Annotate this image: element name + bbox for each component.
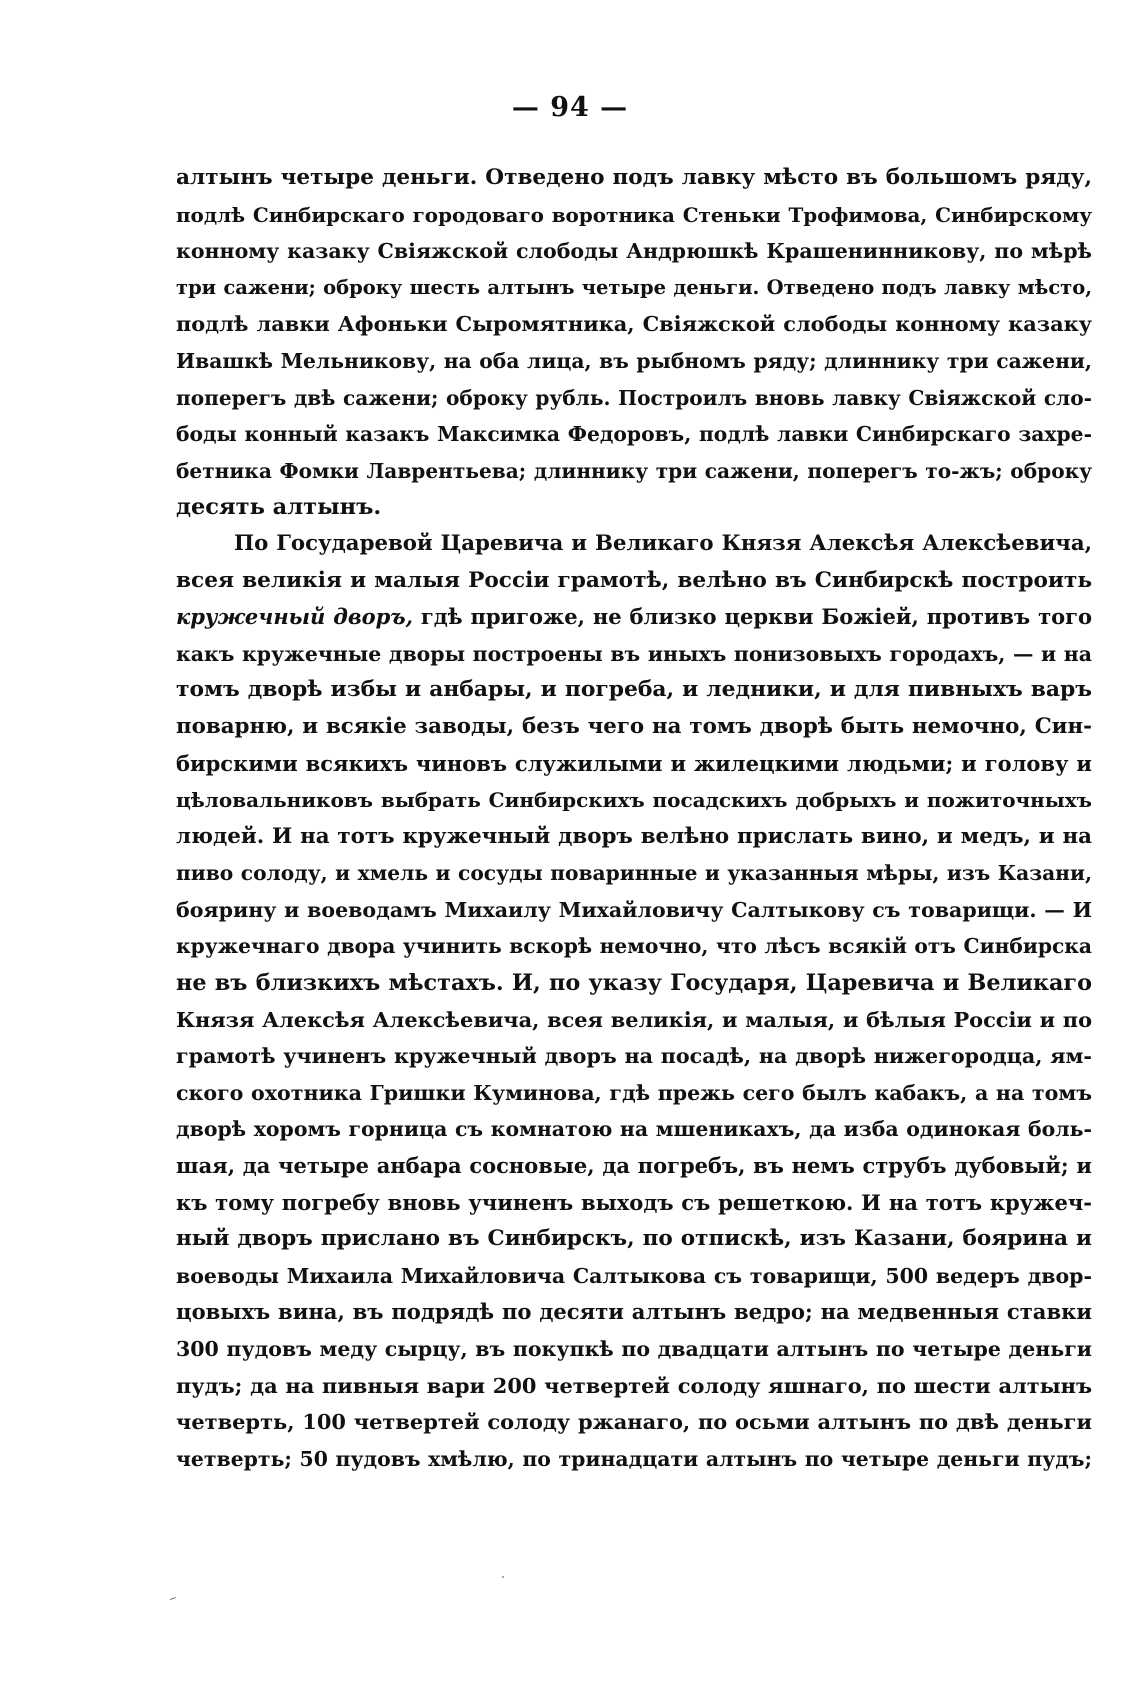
text-line: ный дворъ прислано въ Синбирскъ, по отпискѣ, изъ Казани, боярина и (176, 1226, 1092, 1252)
text-line: пудъ; да на пивныя вари 200 четвертей солоду яшнаго, по шести алтынъ (176, 1372, 1092, 1398)
text-line: десять алтынъ. (176, 494, 382, 521)
text-line: подлѣ Синбирскаго городоваго воротника Стеньки Трофимова, Синбирскому (176, 202, 1092, 227)
text-line: шая, да четыре анбара сосновые, да погребъ, въ немъ струбъ дубовый; и (176, 1153, 1092, 1179)
text-line: кружечнаго двора учинить вскорѣ немочно, что лѣсъ всякій отъ Синбирска (176, 934, 1092, 959)
text-line: поварню, и всякіе заводы, безъ чего на томъ дворѣ быть немочно, Син- (176, 713, 1092, 739)
text-line: всея великія и малыя Россіи грамотѣ, велѣно въ Синбирскѣ построить (176, 567, 1092, 593)
italic-term: кружечный дворъ, (176, 604, 413, 630)
text-line: томъ дворѣ избы и анбары, и погреба, и ледники, и для пивныхъ варъ (176, 677, 1092, 703)
print-speck (502, 1576, 504, 1578)
text-line: поперегъ двѣ сажени; оброку рубль. Построилъ вновь лавку Свіяжской сло- (176, 385, 1092, 410)
text-line: боды конный казакъ Максимка Федоровъ, подлѣ лавки Синбирскаго захре- (176, 422, 1092, 447)
text-line: цѣловальниковъ выбрать Синбирскихъ посадскихъ добрыхъ и пожиточныхъ (176, 788, 1092, 813)
text-line: къ тому погребу вновь учиненъ выходъ съ решеткою. И на тотъ кружеч- (176, 1189, 1092, 1215)
text-line: пиво солоду, и хмель и сосуды поваринные и указанныя мѣры, изъ Казани, (176, 861, 1092, 886)
text-line: грамотѣ учиненъ кружечный дворъ на посадѣ, на дворѣ нижегородца, ям- (176, 1044, 1092, 1069)
text-line: Князя Алексѣя Алексѣевича, всея великія, и малыя, и бѣлыя Россіи и по (176, 1006, 1092, 1032)
text-line: алтынъ четыре деньги. Отведено подъ лавку мѣсто въ большомъ ряду, (176, 165, 1092, 190)
text-line: воеводы Михаила Михайловича Салтыкова съ товарищи, 500 ведеръ двор- (176, 1263, 1092, 1288)
text-line: бетника Фомки Лаврентьева; длиннику три сажени, поперегъ то-жъ; оброку (176, 458, 1092, 483)
text-line: людей. И на тотъ кружечный дворъ велѣно прислать вино, и медъ, и на (176, 823, 1092, 849)
paragraph-1 (176, 160, 1092, 526)
print-mark (170, 1597, 176, 1600)
text-line: бирскими всякихъ чиновъ служилыми и жилецкими людьми; и голову и (176, 750, 1092, 776)
page-number: — 94 — (511, 92, 629, 123)
text-line: четверть, 100 четвертей солоду ржанаго, по осьми алтынъ по двѣ деньги (176, 1409, 1092, 1435)
text-line: цовыхъ вина, въ подрядѣ по десяти алтынъ ведро; на медвенныя ставки (176, 1299, 1092, 1325)
text-line: подлѣ лавки Афоньки Сыромятника, Свіяжской слободы конному казаку (176, 311, 1092, 337)
text-line: По Государевой Царевича и Великаго Князя Алексѣя Алексѣевича, (234, 530, 1092, 556)
text-line: конному казаку Свіяжской слободы Андрюшкѣ Крашенинникову, по мѣрѣ (176, 239, 1092, 264)
text-line: три сажени; оброку шесть алтынъ четыре деньги. Отведено подъ лавку мѣсто, (176, 275, 1092, 299)
text-line: какъ кружечные дворы построены въ иныхъ понизовыхъ городахъ, — и на (176, 641, 1092, 666)
text-line: четверть; 50 пудовъ хмѣлю, по тринадцати алтынъ по четыре деньги пудъ; (176, 1446, 1092, 1471)
text-line: Ивашкѣ Мельникову, на оба лица, въ рыбномъ ряду; длиннику три сажени, (176, 348, 1092, 373)
text-line: ского охотника Гришки Куминова, гдѣ прежь сего былъ кабакъ, а на томъ (176, 1080, 1092, 1105)
text-line: дворѣ хоромъ горница съ комнатою на мшеникахъ, да изба одинокая боль- (176, 1117, 1092, 1142)
text-line: 300 пудовъ меду сырцу, въ покупкѣ по двадцати алтынъ по четыре деньги (176, 1337, 1092, 1361)
text-line: не въ близкихъ мѣстахъ. И, по указу Государя, Царевича и Великаго (176, 970, 1092, 997)
text-span: гдѣ пригоже, не близко церкви Божіей, противъ того (412, 604, 1093, 630)
text-line: боярину и воеводамъ Михаилу Михайловичу Салтыкову съ товарищи. — И (176, 897, 1092, 922)
text-line-with-italic (176, 599, 1092, 636)
paragraph-2 (176, 526, 1092, 1477)
body-text (176, 160, 1092, 1477)
